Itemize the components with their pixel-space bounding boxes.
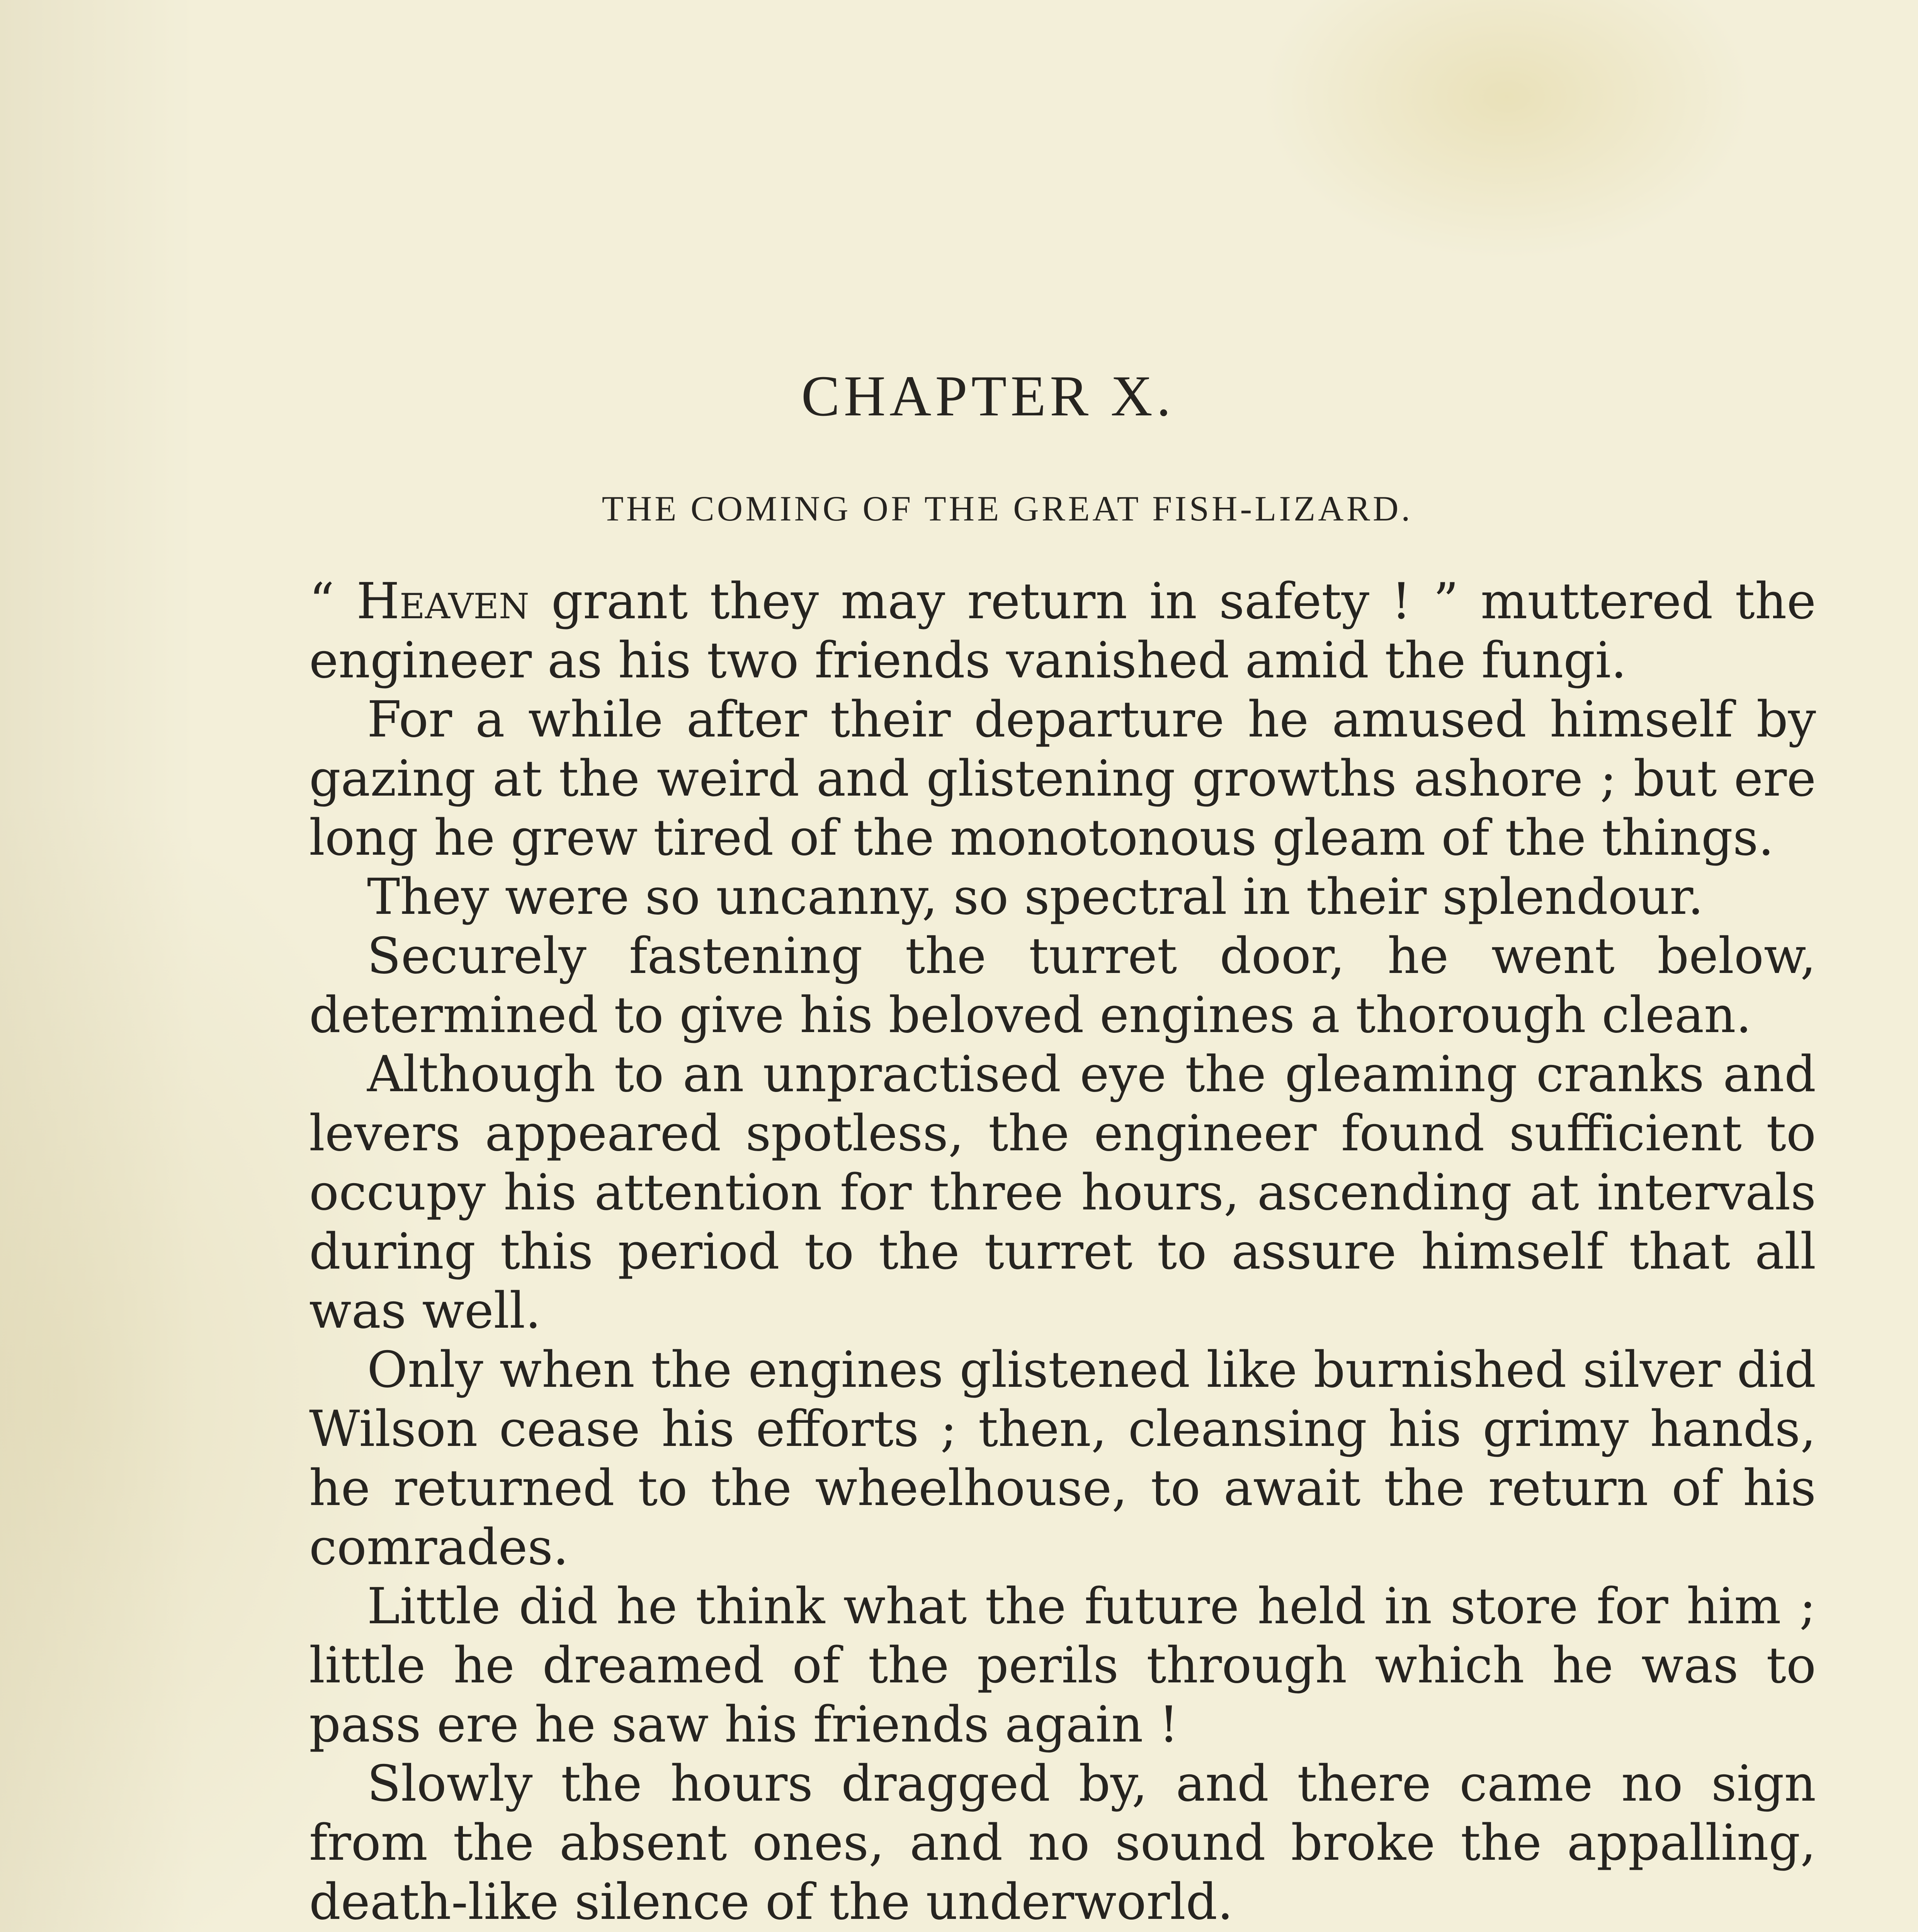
paragraph-text: grant they may return in safety ! ” muttered the engineer as his two friends vanished amid the fungi. [309, 573, 1816, 689]
chapter-title: CHAPTER X. [801, 364, 1175, 428]
chapter-body [309, 572, 1816, 1932]
opening-word: Heaven [356, 573, 529, 630]
chapter-subtitle: THE COMING OF THE GREAT FISH-LIZARD. [602, 489, 1413, 528]
paragraph-6: Only when the engines glistened like burnished silver did Wilson cease his efforts ; then, cleansing his grimy hands, he returned to the wheelhouse, to await the return of his comrades. [309, 1341, 1816, 1576]
paragraph-3: They were so uncanny, so spectral in their splendour. [367, 868, 1704, 926]
paragraph-7: Little did he think what the future held in store for him ; little he dreamed of the perils through which he was to pass ere he saw his friends again ! [309, 1578, 1816, 1753]
paragraph-4: Securely fastening the turret door, he went below, determined to give his beloved engines a thorough clean. [309, 927, 1816, 1044]
paragraph-2: For a while after their departure he amused himself by gazing at the weird and glistening growths ashore ; but ere long he grew tired of the monotonous gleam of the things. [309, 691, 1816, 867]
paragraph-8: Slowly the hours dragged by, and there came no sign from the absent ones, and no sound broke the appalling, death-like silence of the underworld. [309, 1755, 1816, 1931]
paragraph-1 [309, 572, 1816, 690]
opening-quote: “ [309, 573, 357, 630]
paragraph-5: Although to an unpractised eye the gleaming cranks and levers appeared spotless, the engineer found sufficient to occupy his attention for three hours, ascending at intervals during this period to the turret to assure himself that all was well. [309, 1046, 1816, 1340]
